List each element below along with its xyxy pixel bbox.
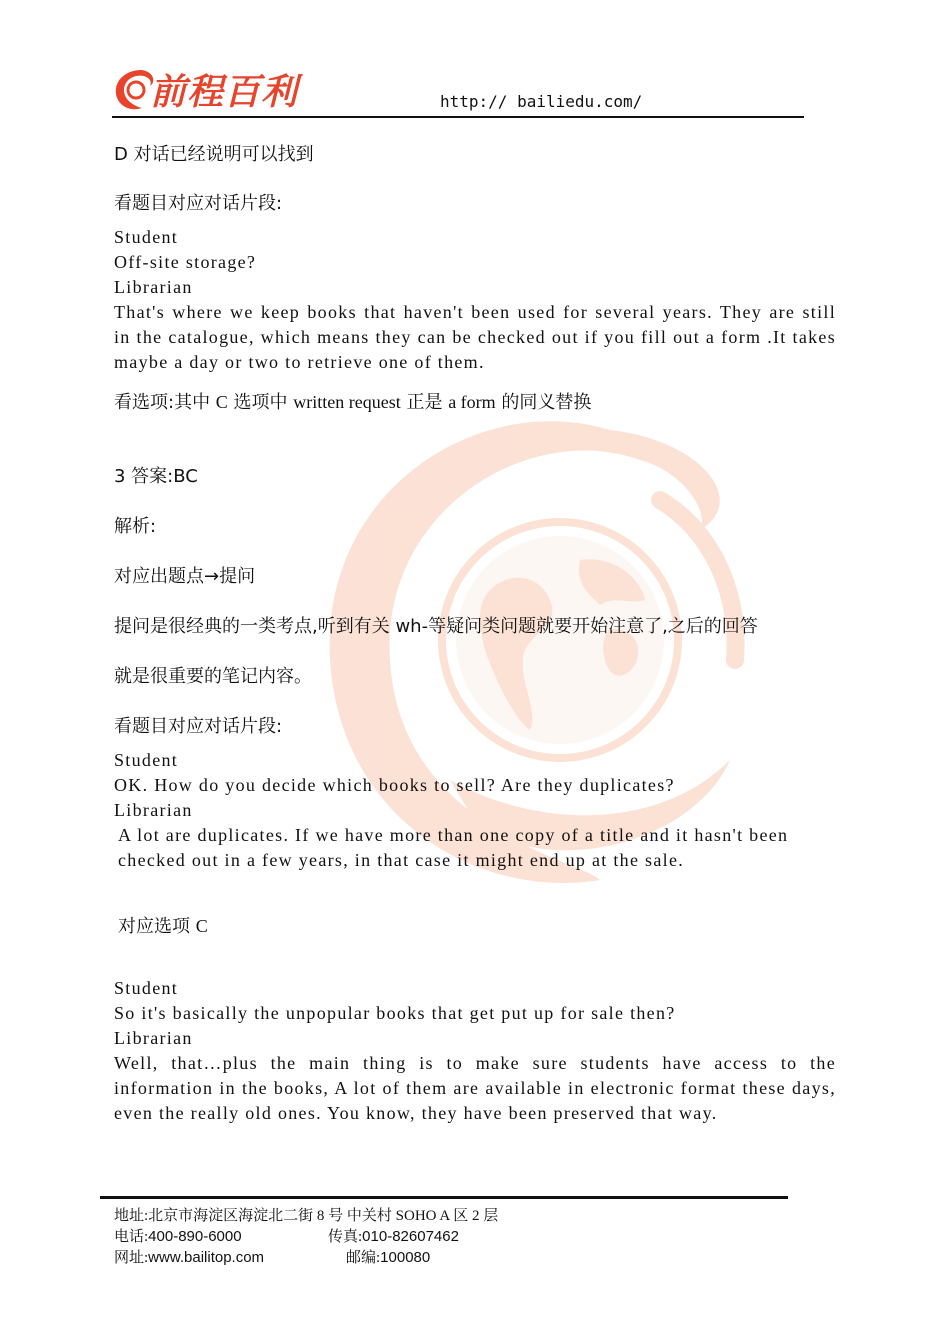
dialogue-line: OK. How do you decide which books to sell? Are they duplicates? (114, 775, 675, 795)
speaker-label: Librarian (114, 1028, 193, 1048)
footer-divider (100, 1196, 788, 1199)
dialogue-line: Well, that…plus the main thing is to make sure students have access to the information in the books, A lot of them are available in electronic format these days, even the really old ones. You know, they have been preserved that way. (114, 1053, 836, 1123)
brand-name: 前程百利 (150, 72, 299, 113)
speaker-label: Student (114, 978, 179, 998)
footer-address: 地址:北京市海淀区海淀北二街 8 号 中关村 SOHO A 区 2 层 (114, 1208, 499, 1224)
speaker-label: Student (114, 227, 179, 247)
answer-3: 3 答案:BC (114, 466, 198, 487)
dialogue-line: Off-site storage? (114, 252, 257, 272)
dialogue-line: A lot are duplicates. If we have more than one copy of a title and it hasn't been checked out in a few years, in that case it might end up at the sale. (118, 825, 789, 870)
paragraph-line-1: 提问是很经典的一类考点,听到有关 wh-等疑问类问题就要开始注意了,之后的回答 (114, 616, 758, 637)
speaker-label: Librarian (114, 277, 193, 297)
footer-fax: 传真:010-82607462 (328, 1228, 459, 1245)
dialogue-line: That's where we keep books that haven't been used for several years. They are still in the catalogue, which means they can be checked out if you fill out a form .It takes maybe a day or two to retrieve one of them. (114, 302, 836, 372)
header-divider (112, 116, 804, 118)
dialogue-block-1 (114, 225, 836, 375)
footer-website: 网址:www.bailitop.com (114, 1249, 265, 1266)
option-c-note: 对应选项 C (118, 916, 208, 937)
speaker-label: Student (114, 750, 179, 770)
dialogue-block-2 (114, 748, 814, 873)
line-d-explanation: D 对话已经说明可以找到 (114, 144, 314, 165)
footer-zip: 邮编:100080 (346, 1249, 431, 1266)
dialogue-line: So it's basically the unpopular books that get put up for sale then? (114, 1003, 676, 1023)
dialogue-intro-1: 看题目对应对话片段: (114, 193, 283, 214)
analysis-label: 解析: (114, 516, 157, 537)
header-url: http:// bailiedu.com/ (440, 92, 643, 111)
option-note: 看选项:其中 C 选项中 written request 正是 a form 的同义替换 (114, 392, 592, 413)
speaker-label: Librarian (114, 800, 193, 820)
dialogue-block-3 (114, 976, 836, 1126)
topic-line: 对应出题点→提问 (114, 566, 256, 587)
dialogue-intro-2: 看题目对应对话片段: (114, 716, 283, 737)
paragraph-line-2: 就是很重要的笔记内容。 (114, 666, 312, 687)
footer-phone: 电话:400-890-6000 (114, 1228, 242, 1245)
